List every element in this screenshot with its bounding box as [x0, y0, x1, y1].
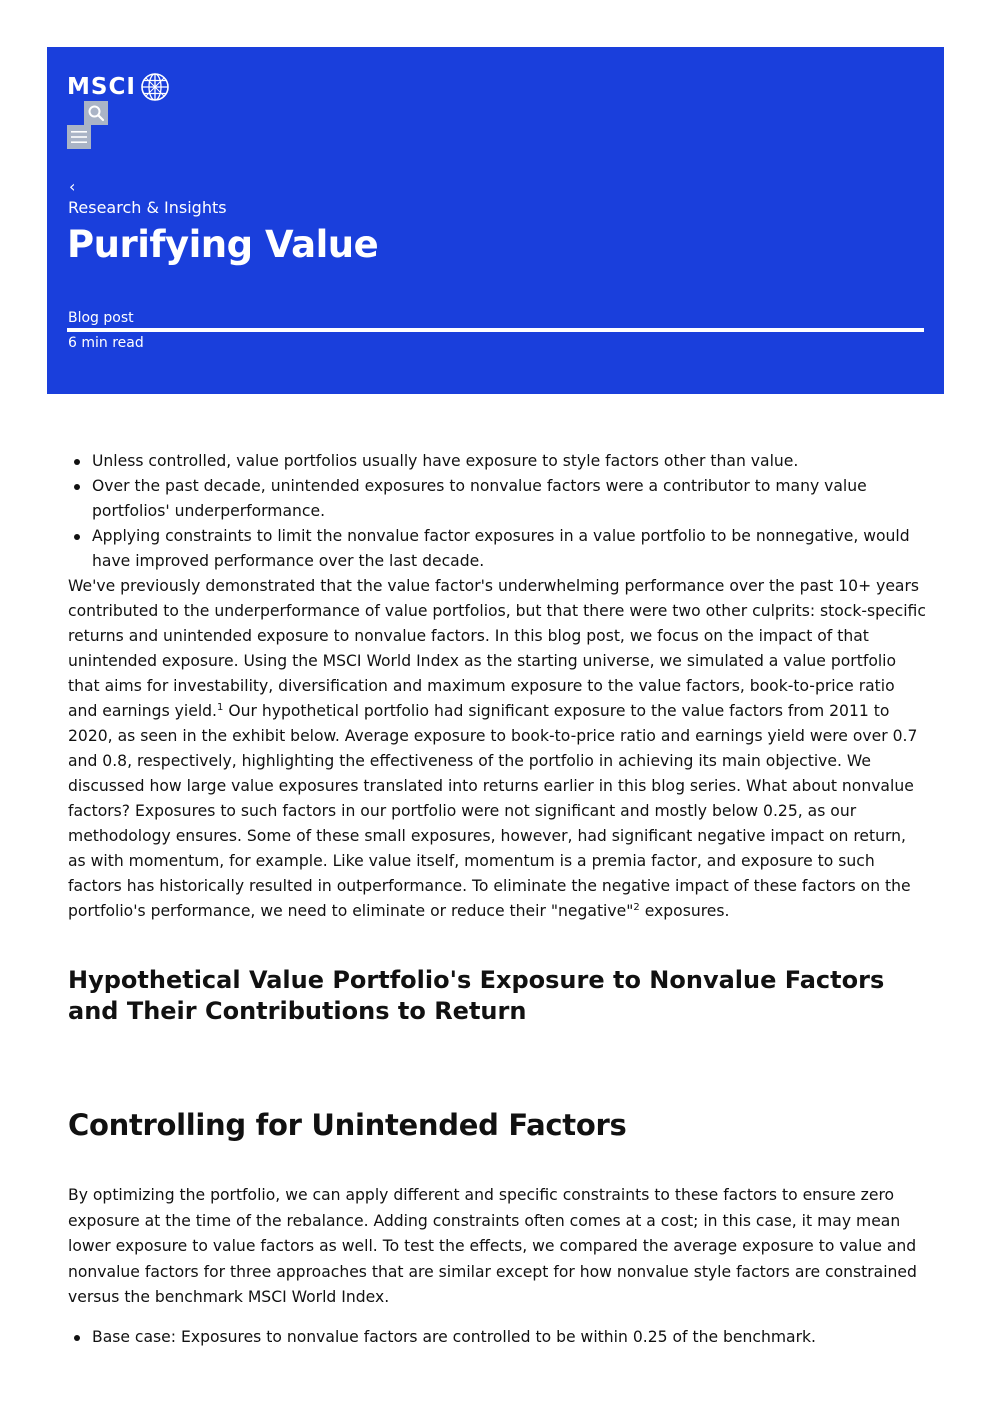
exhibit-heading: Hypothetical Value Portfolio's Exposure to Nonvalue Factors and Their Contributions to Return	[68, 966, 885, 1025]
key-points-list	[68, 449, 926, 574]
intro-text-part3: exposures.	[639, 902, 730, 920]
footnote-ref-1[interactable]: 1	[217, 701, 224, 713]
intro-text-part1: We've previously demonstrated that the value factor's underwhelming performance over the past 10+ years contributed to the underperformance of value portfolios, but that there were two other culprits: stock-specific returns and unintended exposure to nonvalue factors. In this blog post, we focus on the impact of that unintended exposure. Using the MSCI World Index as the starting universe, we simulated a value portfolio that aims for investability, diversification and maximum exposure to the value factors, book-to-price ratio and earnings yield.	[68, 577, 926, 720]
key-point-item: Unless controlled, value portfolios usually have exposure to style factors other than value.	[68, 449, 926, 474]
key-point-item: Applying constraints to limit the nonvalue factor exposures in a value portfolio to be nonnegative, would have improved performance over the last decade.	[68, 524, 926, 574]
menu-lines-glyph	[70, 129, 88, 145]
article-body	[68, 449, 926, 924]
page-title: Purifying Value	[67, 223, 379, 266]
approach-item: Base case: Exposures to nonvalue factors are controlled to be within 0.25 of the benchmark.	[68, 1325, 926, 1350]
chevron-left-icon[interactable]: ‹	[69, 177, 76, 196]
footnote-ref-2[interactable]: 2	[633, 901, 640, 913]
hamburger-menu-icon[interactable]	[67, 125, 91, 149]
reading-progress-bar	[67, 328, 924, 332]
key-point-item: Over the past decade, unintended exposures to nonvalue factors were a contributor to many value portfolios' underperformance.	[68, 474, 926, 524]
hero-banner	[47, 47, 944, 394]
breadcrumb-research-insights[interactable]: Research & Insights	[68, 198, 227, 217]
magnifier-glyph	[87, 104, 105, 122]
intro-paragraph	[68, 574, 926, 924]
intro-text-part2: Our hypothetical portfolio had significant exposure to the value factors from 2011 to 2020, as seen in the exhibit below. Average exposure to book-to-price ratio and earnings yield were over 0.7 and 0.8, respectively, highlighting the effectiveness of the portfolio in achieving its main objective. We discussed how large value exposures translated into returns earlier in this blog series. What about nonvalue factors? Exposures to such factors in our portfolio were not significant and mostly below 0.25, as our methodology ensures. Some of these small exposures, however, had significant negative impact on return, as with momentum, for example. Like value itself, momentum is a premia factor, and exposure to such factors has historically resulted in outperformance. To eliminate the negative impact of these factors on the portfolio's performance, we need to eliminate or reduce their "negative"	[68, 702, 918, 920]
approaches-list	[68, 1325, 926, 1350]
search-icon[interactable]	[84, 101, 108, 125]
msci-logo[interactable]	[67, 72, 170, 102]
section-paragraph: By optimizing the portfolio, we can apply different and specific constraints to these factors to ensure zero exposure at the time of the rebalance. Adding constraints often comes at a cost; in this case, it may mean lower exposure to value factors as well. To test the effects, we compared the average exposure to value and nonvalue factors for three approaches that are similar except for how nonvalue style factors are constrained versus the benchmark MSCI World Index.	[68, 1186, 917, 1306]
content-type-label: Blog post	[68, 310, 134, 326]
logo-text: MSCI	[67, 74, 136, 100]
read-time: 6 min read	[68, 335, 144, 351]
section-heading-controlling: Controlling for Unintended Factors	[68, 1108, 627, 1142]
globe-icon	[140, 72, 170, 102]
